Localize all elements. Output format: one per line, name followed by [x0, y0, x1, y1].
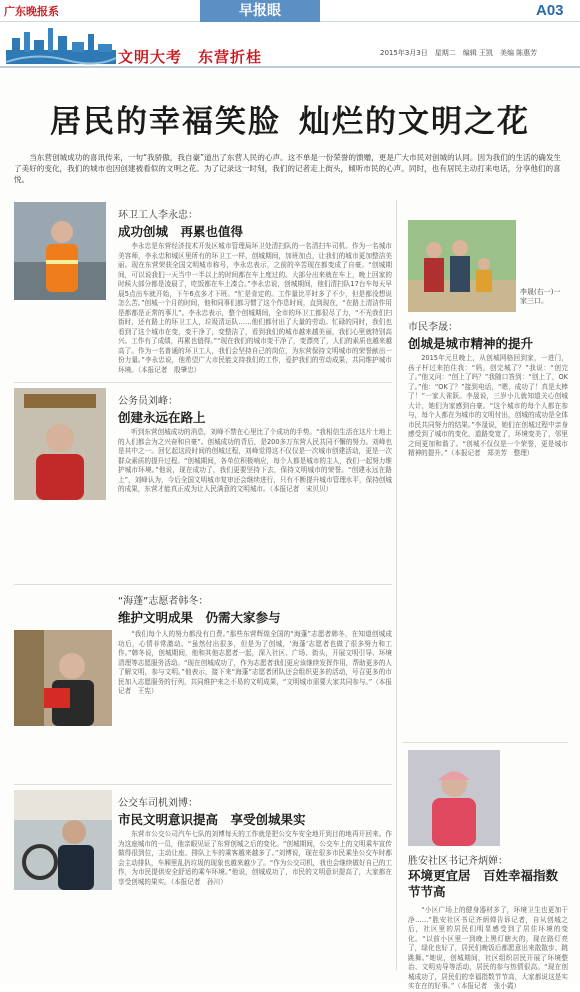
family-photo-icon [408, 220, 516, 312]
story-divider [14, 584, 392, 585]
story-tag: “海蓬”志愿者韩冬： [118, 596, 209, 607]
story-title: 维护文明成果 仍需大家参与 [118, 610, 281, 625]
photo-bus-driver [14, 790, 112, 890]
story-tag: 市民李晟： [408, 322, 458, 333]
column-divider [396, 200, 397, 970]
story-civil-servant [14, 388, 392, 578]
photo-civil-servant [14, 388, 106, 500]
story-body: “小区广场上的健身器材多了，环境卫生也更加干净……”胜安社区书记齐炳婵告诉记者，自从创城之后，社区里的居民们明显感受到了居住环境的变化。“以前小区里一到晚上黑灯瞎火的，现在路灯亮了，绿化也好了，居民们晚饭后都愿意出来散散步、跳跳舞。”她说，创城期间，社区组织居民开展了环境整治、文明劝导等活动，居民的参与热情很高。“现在创城成功了，居民们的幸福指数节节高，大家都说这是实实在在的好事。”（本报记者 张小霞） [408, 906, 568, 990]
lede-paragraph: 当东营创城成功的喜讯传来，一句“我骄傲，我自豪”道出了东营人民的心声。这不单是一份荣誉的馈赠，更是广大市民对创城的认同。因为我们的生活的确发生了美好的变化，我们的城市也因创建被看似的文明之花。为了记录这一时刻，我们的记者走上街头，倾听市民的心声。同时，也有居民主动打来电话，分享他们的喜悦。 [14, 153, 562, 184]
story-body: 2015年元旦晚上，从创城网格回到家，一进门，孩子杆过来拍住我：“妈，创完城了？”我说：“创完了。”他又问：“创上了吗？”我随口答到：“创上了，OK了。”他：“OK了？”接到电话，“嗯，成功了！真是太棒了！”一家人雀跃。李晟说，三岁小儿就知道关心创城大计，她们为家感到自豪。“这个城市的每个人都在参与，每个人都在为城市的文明付出，创城的成功是全体市民共同努力的结果。”李晟说，她们在创城过程中亲身感受到了城市的变化，道路变宽了，环境变美了，邻里之间更加和谐了。“创城不仅仅是一个荣誉，更是城市精神的提升。”（本报记者 郑美芳 整理） [408, 354, 568, 457]
story-volunteer [14, 590, 392, 780]
civil-servant-photo-icon [14, 388, 106, 500]
secretary-photo-icon [408, 750, 500, 846]
city-skyline-icon [6, 22, 116, 64]
photo-sanitation-worker [14, 202, 106, 300]
story-tag: 公交车司机刘博： [118, 798, 198, 809]
column-banner: 文明大考 东营折桂 [118, 48, 263, 66]
worker-photo-icon [14, 202, 106, 300]
story-divider [402, 742, 568, 743]
story-tag: 环卫工人李永忠： [118, 210, 198, 221]
story-body: 听到东营创城成功的消息，刘峰不禁在心里比了个成功的手势。“我相信生活在这片土地上的人们都会为之兴奋和自豪”。创城成功的背后，是200多万东营人民共同不懈的努力。刘峰也是其中之一。回忆起这段时间的创城过程，刘峰觉得这不仅仅是一次城市创建活动，更是一次群众素质的提升过程。“创城期间，各单位积极响应，每个人都是城市的主人，我们一起努力维护城市环境。”他说，现在成功了，我们更要坚持下去，保持文明城市的荣誉。“创建永远在路上”，刘峰认为，今后全国文明城市复审还会继续进行，只有不断提升城市管理水平，保持创城的成果，东营才能真正成为让人民满意的文明城市。（本报记者 宋贝贝） [118, 428, 392, 493]
headline-part-2: 灿烂的文明之花 [299, 104, 530, 140]
story-title: 市民文明意识提高 享受创城果实 [118, 812, 306, 827]
story-body: “我们每个人的努力都没有白费。”那些东营辉煌全国的“海蓬”志愿者韩冬，在知道创城成功后，心情非常激动。“虽然付出很多，但是为了创城，‘海蓬’志愿者也做了很多努力和工作。”韩冬说，创城期间，他和其他志愿者一起，深入社区、广场、街头，开展文明引导、环境清理等志愿服务活动。“现在创城成功了，作为志愿者我们更应该继续发挥作用，帮助更多的人了解文明，参与文明。”他表示，接下来“海蓬”志愿者团队还会组织更多的活动，号召更多的市民加入志愿服务的行列，共同维护来之不易的文明成果，“文明城市需要大家共同参与。”（本报记者 王宪） [118, 630, 392, 695]
story-bus-driver [14, 790, 392, 970]
story-divider [14, 382, 392, 383]
story-title: 创城是城市精神的提升 [408, 336, 534, 351]
photo-volunteer [14, 630, 112, 726]
story-title: 环境更宜居 百姓幸福指数节节高 [408, 868, 559, 899]
photo-community-secretary [408, 750, 500, 846]
photo-caption: 李晟(右一)一家三口。 [520, 288, 561, 305]
story-divider [14, 784, 392, 785]
story-sanitation-worker [14, 202, 392, 372]
page-headline [0, 96, 580, 141]
dateline: 2015年3月3日 星期二 编辑 王凯 美编 陈惠芳 [380, 49, 538, 57]
story-tag: 公务员刘峰： [118, 396, 178, 407]
section-title: 早报眼 [200, 0, 320, 22]
paper-logo: 广东晚报系 [4, 5, 59, 18]
masthead-divider [0, 66, 580, 68]
volunteer-photo-icon [14, 630, 112, 726]
story-title: 创建永远在路上 [118, 410, 206, 425]
story-tag: 胜安社区书记齐炳婵： [408, 856, 508, 867]
bus-driver-photo-icon [14, 790, 112, 890]
story-body: 李永忠是东营经济技术开发区城市管理局环卫处清扫队的一名清扫车司机。作为一名城市美容师，李永忠和城区里所有的环卫工一样，创城期间，加班加点，让我们的城市更加整洁美丽。现在东营荣获全国文明城市称号，李永忠表示，之前的辛苦现在都变成了自豪。“创城期间，可以说我们一天当中一半以上的时间都在车上度过的。大部分出来就在车上，晚上回家的时候大部分都是凌晨了，吃饭都在车上凑合。”李永忠说，创城期间，他们清扫队17台车每天早晨5点出车就开始，下午6点多才下班。“忙是肯定的。工作量比平时多了不少，但是都没想说怎么苦。”创城一个月的时间，他和同事们都习惯了这个作息时间，直到现在，“在路上清洁作用是都都是正常的事儿”。李永忠表示，整个创城期间，全市的环卫工都很尽了力，“不光我们扫街时，还有路上的环卫工人，垃圾清运队……他们都付出了大量的劳动。忙碌的同时，我们也看到了这个城市在变，变干净了，变整洁了，看到我们的城市越来越美丽，我们心里就特别高兴。工作有了成绩，再累也值得。”“现在我们的城市变干净了，变漂亮了，人们的素质也越来越高了。作为一名普通的环卫工人，我们会坚持自己的岗位，为东营保持文明城市的荣誉献出一份力量。”李永忠说，他希望广大市民能支持我们的工作，爱护我们的劳动成果，共同维护城市环境。（本报记者 殷肇忠） [118, 242, 392, 374]
headline-part-1: 居民的幸福笑脸 [50, 104, 281, 140]
story-body: 东营市公交公司汽车七队的刘博每天的工作就是把公交车安全地开到目的地再开回来。作为这座城市的一员，他亲眼见证了东营创城之后的变化。“创城期间，公交车上的文明乘车宣传做得很到位，主动让座、排队上车的乘客越来越多了。”刘博说，现在很多市民乘坐公交车时都会主动排队，车厢里乱扔垃圾的现象也越来越少了。“作为公交司机，我也会继续做好自己的工作，为市民提供安全舒适的乘车环境。”他说，创城成功了，市民的文明意识提高了，大家都在享受创城的果实。（本报记者 孙川） [118, 830, 392, 886]
page-number: A03 [536, 2, 564, 19]
story-title: 成功创城 再累也值得 [118, 224, 244, 239]
photo-li-family [408, 220, 516, 312]
masthead [0, 0, 580, 70]
